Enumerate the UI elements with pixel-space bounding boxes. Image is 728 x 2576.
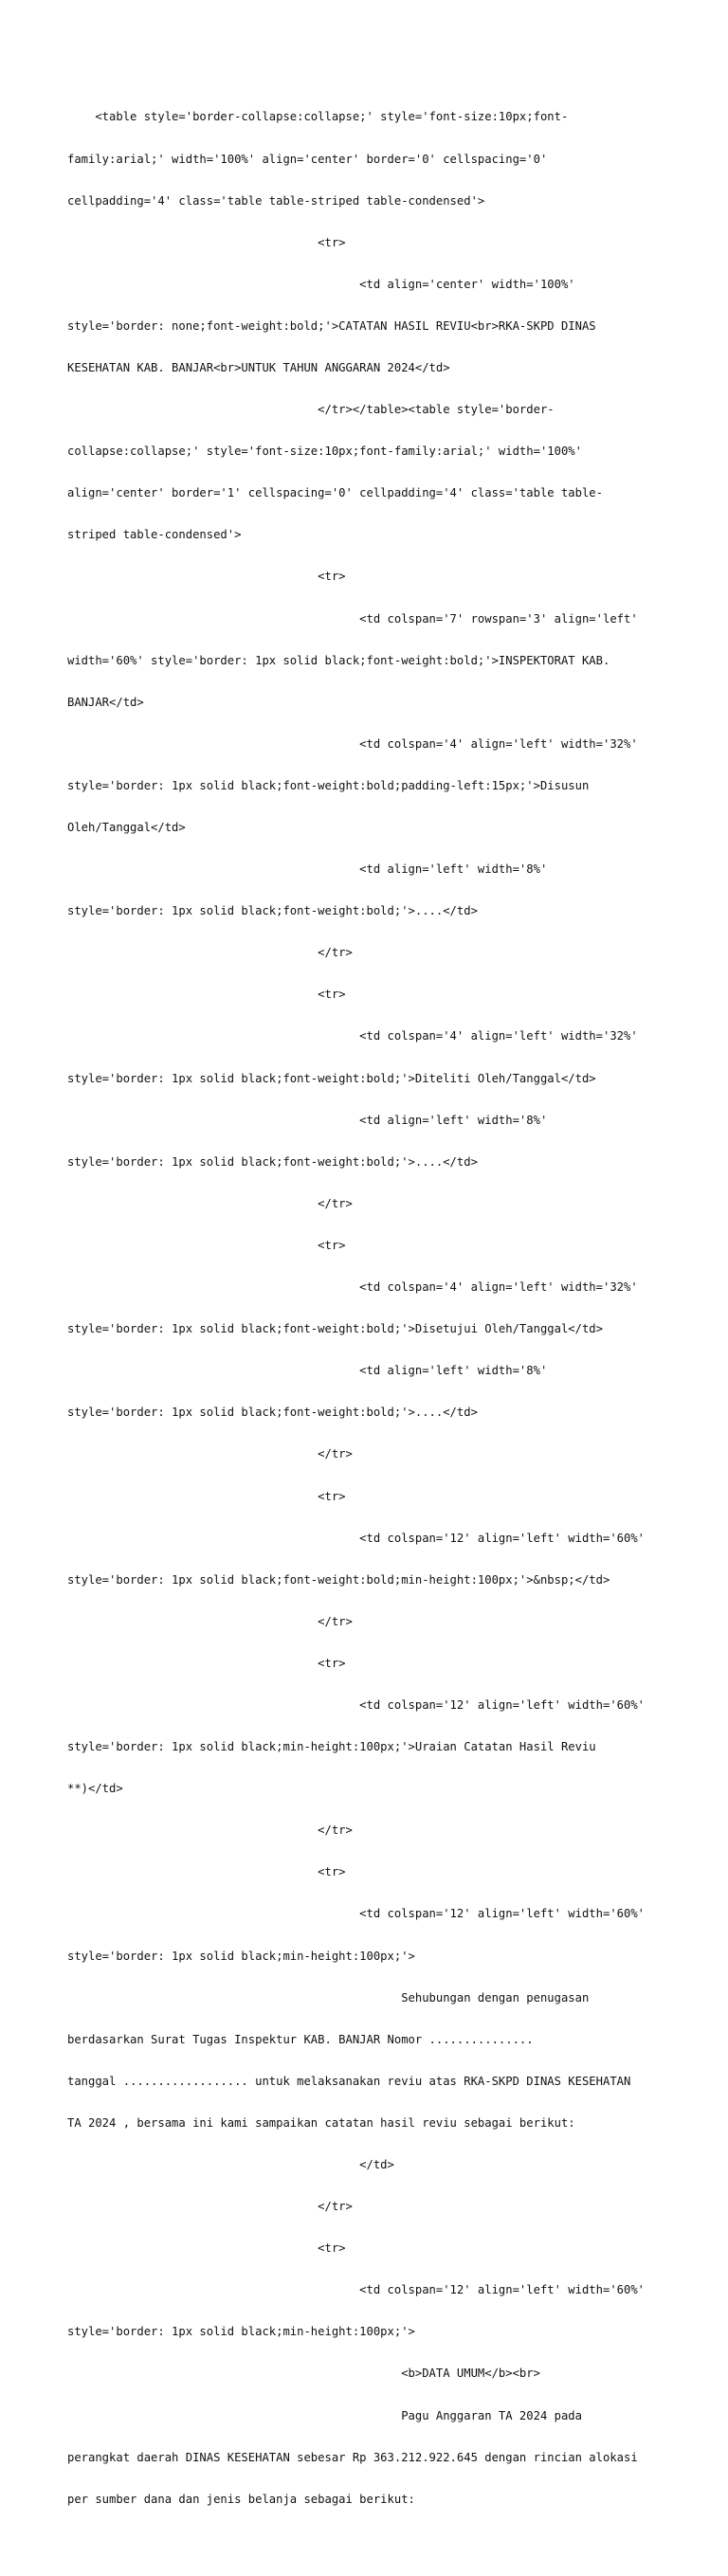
text-line: family:arial;' width='100%' align='center' border='0' cellspacing='0' xyxy=(67,152,548,166)
text-line: <td colspan='4' align='left' width='32%' xyxy=(67,1029,638,1043)
text-line: <tr> xyxy=(67,2241,346,2256)
text-line: </tr> xyxy=(67,1614,353,1628)
text-line: </tr></table><table style='border- xyxy=(67,403,555,417)
text-line: style='border: 1px solid black;font-weight:bold;'>Diteliti Oleh/Tanggal</td> xyxy=(67,1071,596,1085)
text-line: <td colspan='12' align='left' width='60%' xyxy=(67,1907,646,1921)
text-line: <b>DATA UMUM</b><br> xyxy=(67,2367,540,2381)
text-line: perangkat daerah DINAS KESEHATAN sebesar Rp 363.212.922.645 dengan rincian alokasi xyxy=(67,2450,638,2464)
text-line: Pagu Anggaran TA 2024 pada xyxy=(67,2408,582,2422)
text-line: width='60%' style='border: 1px solid black;font-weight:bold;'>INSPEKTORAT KAB. xyxy=(67,653,610,667)
text-line: <td colspan='12' align='left' width='60%' xyxy=(67,2283,646,2297)
text-line: style='border: 1px solid black;font-weight:bold;'>....</td> xyxy=(67,1406,478,1420)
text-line: <tr> xyxy=(67,1656,346,1670)
text-line: style='border: none;font-weight:bold;'>CATATAN HASIL REVIU<br>RKA-SKPD DINAS xyxy=(67,318,596,333)
html-source-text xyxy=(67,82,674,2576)
text-line: <tr> xyxy=(67,988,346,1002)
text-line: <tr> xyxy=(67,1865,346,1879)
text-line: berdasarkan Surat Tugas Inspektur KAB. BANJAR Nomor ............... xyxy=(67,2032,534,2046)
text-line: </tr> xyxy=(67,946,353,960)
text-line: collapse:collapse;' style='font-size:10px;font-family:arial;' width='100%' xyxy=(67,444,582,459)
text-line: <td colspan='12' align='left' width='60%' xyxy=(67,1697,646,1712)
text-line: style='border: 1px solid black;min-height:100px;'> xyxy=(67,2325,415,2339)
text-line: style='border: 1px solid black;min-height:100px;'> xyxy=(67,1949,415,1963)
text-line: <tr> xyxy=(67,1489,346,1503)
text-line: <tr> xyxy=(67,570,346,584)
text-line: </tr> xyxy=(67,1823,353,1838)
text-line: <td align='left' width='8%' xyxy=(67,1364,548,1378)
text-line: align='center' border='1' cellspacing='0' cellpadding='4' class='table table- xyxy=(67,486,603,500)
text-line: striped table-condensed'> xyxy=(67,528,242,542)
text-line: style='border: 1px solid black;font-weight:bold;padding-left:15px;'>Disusun xyxy=(67,778,590,792)
text-line: <tr> xyxy=(67,235,346,249)
text-line: <td colspan='12' align='left' width='60%' xyxy=(67,1531,646,1545)
text-line: style='border: 1px solid black;min-height:100px;'>Uraian Catatan Hasil Reviu xyxy=(67,1740,596,1754)
text-line: style='border: 1px solid black;font-weight:bold;'>Disetujui Oleh/Tanggal</td> xyxy=(67,1322,603,1336)
text-line: </td> xyxy=(67,2158,394,2171)
text-line: <td colspan='4' align='left' width='32%' xyxy=(67,1280,638,1295)
text-line: Oleh/Tanggal</td> xyxy=(67,821,186,834)
text-line: <td align='center' width='100%' xyxy=(67,277,575,291)
text-line: KESEHATAN KAB. BANJAR<br>UNTUK TAHUN ANGGARAN 2024</td> xyxy=(67,360,450,374)
text-line: <td align='left' width='8%' xyxy=(67,862,548,877)
text-line: </tr> xyxy=(67,1196,353,1210)
text-line: Sehubungan dengan penugasan xyxy=(67,1990,590,2005)
text-line: **)</td> xyxy=(67,1782,123,1796)
text-line: </tr> xyxy=(67,1447,353,1461)
text-line: per sumber dana dan jenis belanja sebagai berikut: xyxy=(67,2492,415,2506)
text-line: BANJAR</td> xyxy=(67,695,144,709)
text-line xyxy=(67,2534,674,2549)
text-line: cellpadding='4' class='table table-striped table-condensed'> xyxy=(67,193,485,208)
text-line: <table style='border-collapse:collapse;' style='font-size:10px;font- xyxy=(67,110,569,124)
text-line: </tr> xyxy=(67,2200,353,2214)
text-line: style='border: 1px solid black;font-weight:bold;min-height:100px;'>&nbsp;</td> xyxy=(67,1572,610,1587)
text-line: TA 2024 , bersama ini kami sampaikan catatan hasil reviu sebagai berikut: xyxy=(67,2115,575,2130)
text-line: <td colspan='7' rowspan='3' align='left' xyxy=(67,611,638,626)
text-line: <td align='left' width='8%' xyxy=(67,1113,548,1127)
text-line: tanggal .................. untuk melaksanakan reviu atas RKA-SKPD DINAS KESEHATAN xyxy=(67,2074,631,2088)
text-line: <td colspan='4' align='left' width='32%' xyxy=(67,736,638,751)
text-line: <tr> xyxy=(67,1238,346,1252)
text-line: style='border: 1px solid black;font-weight:bold;'>....</td> xyxy=(67,904,478,918)
text-line: style='border: 1px solid black;font-weight:bold;'>....</td> xyxy=(67,1154,478,1169)
